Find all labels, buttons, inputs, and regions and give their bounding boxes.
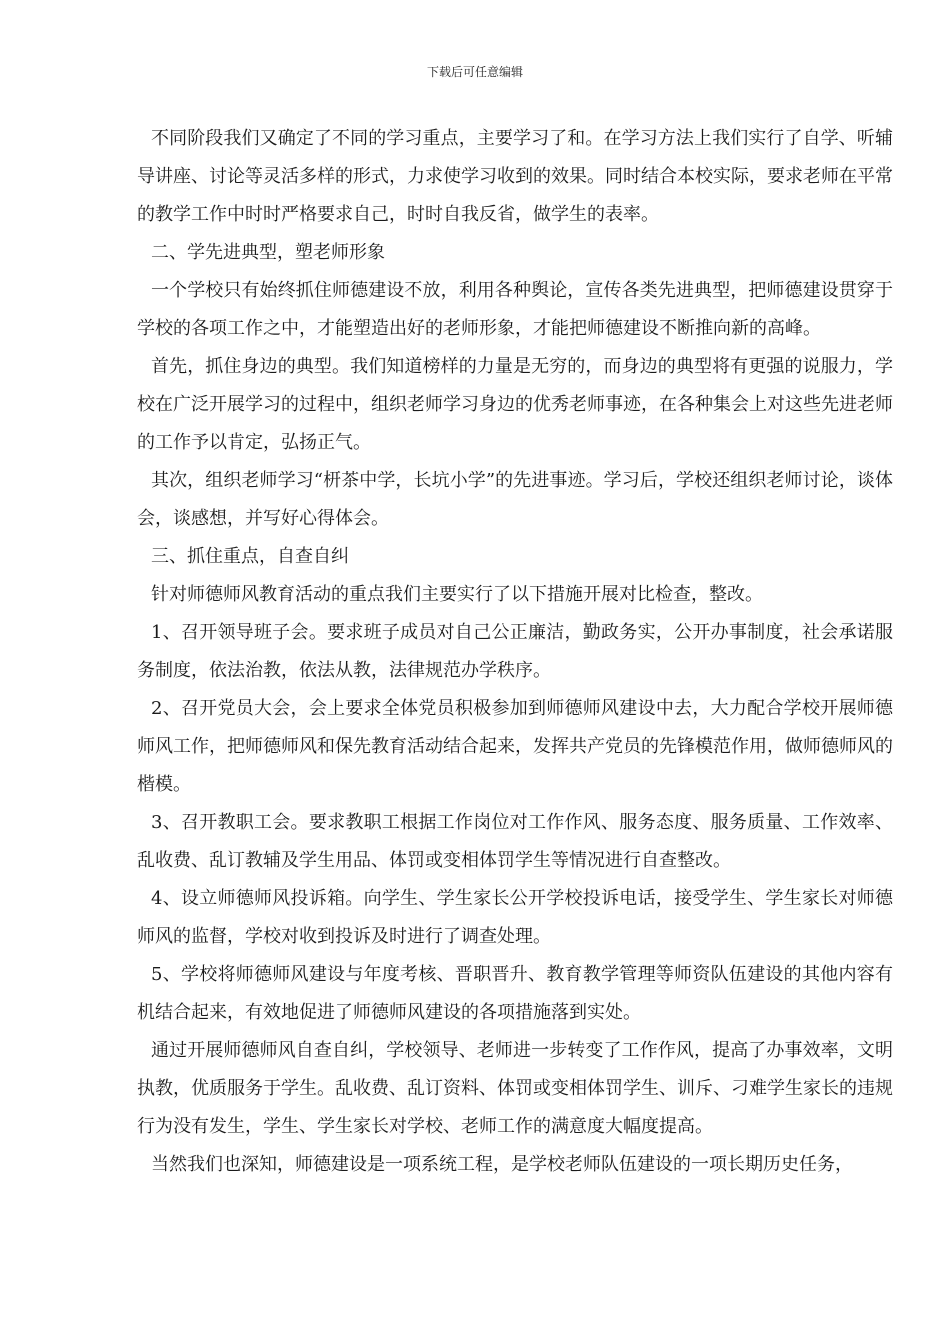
section-heading-3: 三、抓住重点，自查自纠 (151, 546, 349, 567)
section-heading-2: 二、学先进典型，塑老师形象 (151, 242, 385, 263)
paragraph-exemplars-intro: 一个学校只有始终抓住师德建设不放，利用各种舆论，宣传各类先进典型，把师德建设贯穿于学校的各项工作之中，才能塑造出好的老师形象，才能把师德建设不断推向新的高峰。 (137, 280, 893, 339)
document-body (137, 120, 893, 1184)
paragraph-first: 首先，抓住身边的典型。我们知道榜样的力量是无穷的，而身边的典型将有更强的说服力，学校在广泛开展学习的过程中，组织老师学习身边的优秀老师事迹，在各种集会上对这些先进老师的工作予以肯定，弘扬正气。 (137, 356, 893, 453)
list-item-2: 2、召开党员大会，会上要求全体党员积极参加到师德师风建设中去，大力配合学校开展师德师风工作，把师德师风和保先教育活动结合起来，发挥共产党员的先锋模范作用，做师德师风的楷模。 (137, 698, 893, 795)
paragraph-study-focus: 不同阶段我们又确定了不同的学习重点，主要学习了和。在学习方法上我们实行了自学、听辅导讲座、讨论等灵活多样的形式，力求使学习收到的效果。同时结合本校实际，要求老师在平常的教学工作中时时严格要求自己，时时自我反省，做学生的表率。 (137, 128, 893, 225)
list-item-5: 5、学校将师德师风建设与年度考核、晋职晋升、教育教学管理等师资队伍建设的其他内容有机结合起来，有效地促进了师德师风建设的各项措施落到实处。 (137, 964, 893, 1023)
list-item-4: 4、设立师德师风投诉箱。向学生、学生家长公开学校投诉电话，接受学生、学生家长对师德师风的监督，学校对收到投诉及时进行了调查处理。 (137, 888, 893, 947)
paragraph-conclusion-start: 当然我们也深知，师德建设是一项系统工程，是学校老师队伍建设的一项长期历史任务， (151, 1154, 853, 1175)
list-item-1: 1、召开领导班子会。要求班子成员对自己公正廉洁，勤政务实，公开办事制度，社会承诺服务制度，依法治教，依法从教，法律规范办学秩序。 (137, 622, 893, 681)
paragraph-results: 通过开展师德师风自查自纠，学校领导、老师进一步转变了工作作风，提高了办事效率，文明执教，优质服务于学生。乱收费、乱订资料、体罚或变相体罚学生、训斥、刁难学生家长的违规行为没有发生，学生、学生家长对学校、老师工作的满意度大幅度提高。 (137, 1040, 893, 1137)
paragraph-second: 其次，组织老师学习“枅茶中学，长坑小学”的先进事迹。学习后，学校还组织老师讨论，谈体会，谈感想，并写好心得体会。 (137, 470, 893, 529)
list-item-3: 3、召开教职工会。要求教职工根据工作岗位对工作作风、服务态度、服务质量、工作效率、乱收费、乱订教辅及学生用品、体罚或变相体罚学生等情况进行自查整改。 (137, 812, 893, 871)
paragraph-measures-intro: 针对师德师风教育活动的重点我们主要实行了以下措施开展对比检查，整改。 (151, 584, 763, 605)
page-header-note: 下载后可任意编辑 (426, 65, 523, 79)
